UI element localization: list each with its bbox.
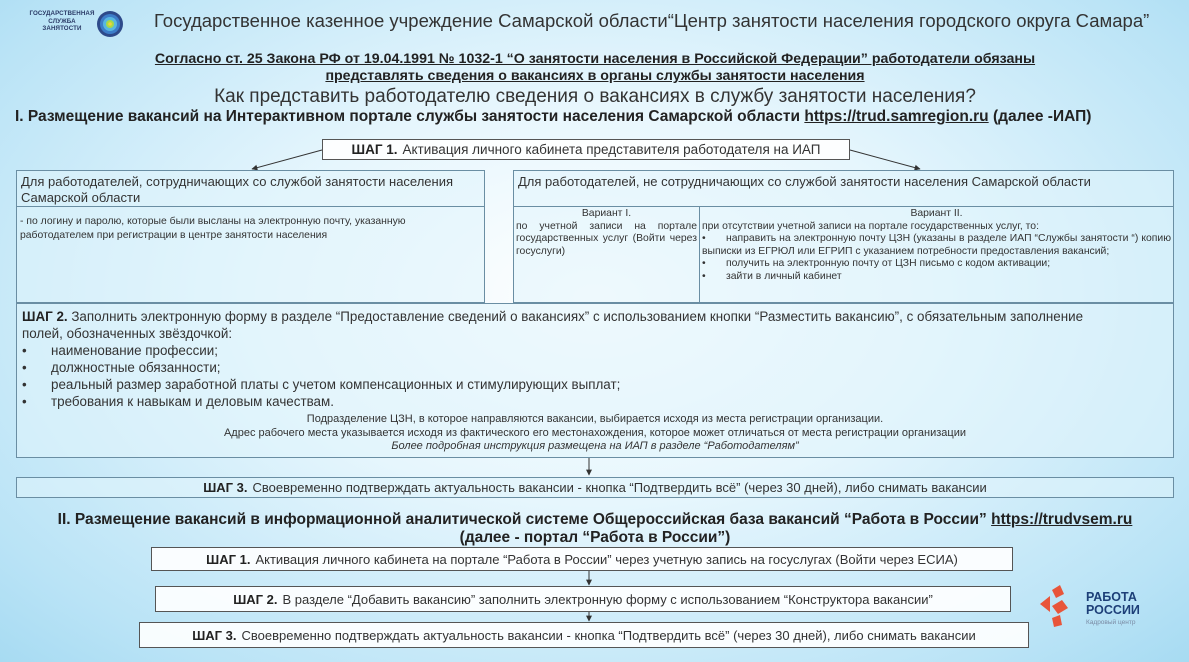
note-3: Более подробная инструкция размещена на ИАП в разделе “Работодателям” <box>391 440 799 452</box>
rabota-rossii-subtitle: Кадровый центр <box>1086 619 1136 626</box>
logo-globe-icon <box>96 10 124 38</box>
list-item: • реальный размер заработной платы с учетом компенсационных и стимулирующих выплат; <box>22 377 621 392</box>
step-2-description <box>22 308 1112 342</box>
rabota-rossii-mark-icon <box>1036 583 1082 629</box>
section-2-title: II. Размещение вакансий в информационной аналитической системе Общероссийская база вакансий “Работа в России” <box>57 511 987 528</box>
step-label: ШАГ 3. <box>203 480 248 495</box>
variant-2-intro: при отсутствии учетной записи на портале государственных услуг, то: <box>702 220 1039 232</box>
section-1-step-3 <box>16 477 1174 498</box>
law-line-1: Согласно ст. 25 Закона РФ от 19.04.1991 № 1032-1 “О занятости населения в Российской Федерации” работодатели обязаны <box>154 51 1036 67</box>
section-1-step-1 <box>322 139 850 160</box>
cooperating-employers-body: - по логину и паролю, которые были высланы на электронную почту, указанную работодателем при регистрации в центре занятости населения <box>20 216 406 241</box>
section-2-step-3 <box>139 622 1029 648</box>
list-item: • должностные обязанности; <box>22 360 221 375</box>
section-2-link[interactable]: https://trudvsem.ru <box>991 511 1133 528</box>
organization-title: Государственное казенное учреждение Самарской области“Центр занятости населения городского округа Самара” <box>154 10 1150 31</box>
step-label: ШАГ 1. <box>206 551 251 567</box>
section-2-step-2 <box>155 586 1011 612</box>
cooperating-employers-header: Для работодателей, сотрудничающих со службой занятости населения Самарской области <box>17 171 484 207</box>
list-item: • требования к навыкам и деловым качествам. <box>22 394 334 409</box>
main-question: Как представить работодателю сведения о вакансиях в службу занятости населения? <box>214 86 976 107</box>
section-1-suffix: (далее -ИАП) <box>992 108 1092 125</box>
step-label: ШАГ 1. <box>351 142 398 157</box>
step-text: В разделе “Добавить вакансию” заполнить электронную форму с использованием “Конструктора вакансии” <box>282 591 933 607</box>
note-1: Подразделение ЦЗН, в которое направляются вакансии, выбирается исходя из места регистрации организации. <box>306 413 884 425</box>
section-2-suffix: (далее - портал “Работа в России”) <box>459 529 731 546</box>
section-1-link[interactable]: https://trud.samregion.ru <box>804 108 989 125</box>
section-1-heading <box>15 108 1091 126</box>
section-1-title: I. Размещение вакансий на Интерактивном портале службы занятости населения Самарской области <box>15 108 801 125</box>
step-label: ШАГ 2. <box>22 309 68 324</box>
variant-1 <box>514 207 700 302</box>
note-2: Адрес рабочего места указывается исходя из фактического его местонахождения, которое может отличаться от места регистрации организации <box>223 426 967 439</box>
variant-2-title: Вариант II. <box>910 208 963 219</box>
step-label: ШАГ 2. <box>233 591 278 607</box>
step-text: Активация личного кабинета на портале “Работа в России” через учетную запись на госуслугах (Войти через ЕСИА) <box>255 551 958 567</box>
step-text: Заполнить электронную форму в разделе “Предоставление сведений о вакансиях” с использованием кнопки “Разместить вакансию”, с обязательным заполнение полей, обозначенных звёздочкой: <box>22 309 1084 341</box>
step-label: ШАГ 3. <box>192 627 237 643</box>
required-fields-list <box>22 342 620 410</box>
section-2-step-1 <box>151 547 1013 571</box>
variant-2 <box>700 207 1173 302</box>
non-cooperating-employers-header: Для работодателей, не сотрудничающих со службой занятости населения Самарской области <box>514 171 1173 207</box>
cooperating-employers-column <box>16 170 485 303</box>
list-item: • зайти в личный кабинет <box>702 270 842 282</box>
step-2-notes <box>17 413 1173 454</box>
list-item: • направить на электронную почту ЦЗН (указаны в разделе ИАП “Службы занятости “) копию выписки из ЕГРЮЛ или ЕГРИП с указанием потребности предоставления вакансий; <box>702 233 1171 257</box>
step-text: Своевременно подтверждать актуальность вакансии - кнопка “Подтвердить всё” (через 30 дней), либо снимать вакансии <box>252 480 987 495</box>
variant-1-text: по учетной записи на портале государственных услуг (Войти через госуслуги) <box>516 220 697 257</box>
section-1-step-2 <box>16 303 1174 458</box>
law-statement <box>20 51 1170 85</box>
step-text: Своевременно подтверждать актуальность вакансии - кнопка “Подтвердить всё” (через 30 дней), либо снимать вакансии <box>241 627 976 643</box>
section-2-heading <box>20 511 1170 547</box>
law-line-2: представлять сведения о вакансиях в органы службы занятости населения <box>325 68 865 84</box>
service-logo <box>24 8 134 44</box>
list-item: • наименование профессии; <box>22 343 218 358</box>
variant-1-title: Вариант I. <box>581 208 632 219</box>
rabota-rossii-logo <box>1036 581 1166 631</box>
logo-text: ГОСУДАРСТВЕННАЯ СЛУЖБА ЗАНЯТОСТИ <box>29 10 95 32</box>
rabota-rossii-name: РАБОТА РОССИИ <box>1086 590 1140 617</box>
list-item: • получить на электронную почту от ЦЗН письмо с кодом активации; <box>702 258 1051 270</box>
non-cooperating-employers-column <box>513 170 1174 303</box>
step-text: Активация личного кабинета представителя работодателя на ИАП <box>402 142 821 157</box>
